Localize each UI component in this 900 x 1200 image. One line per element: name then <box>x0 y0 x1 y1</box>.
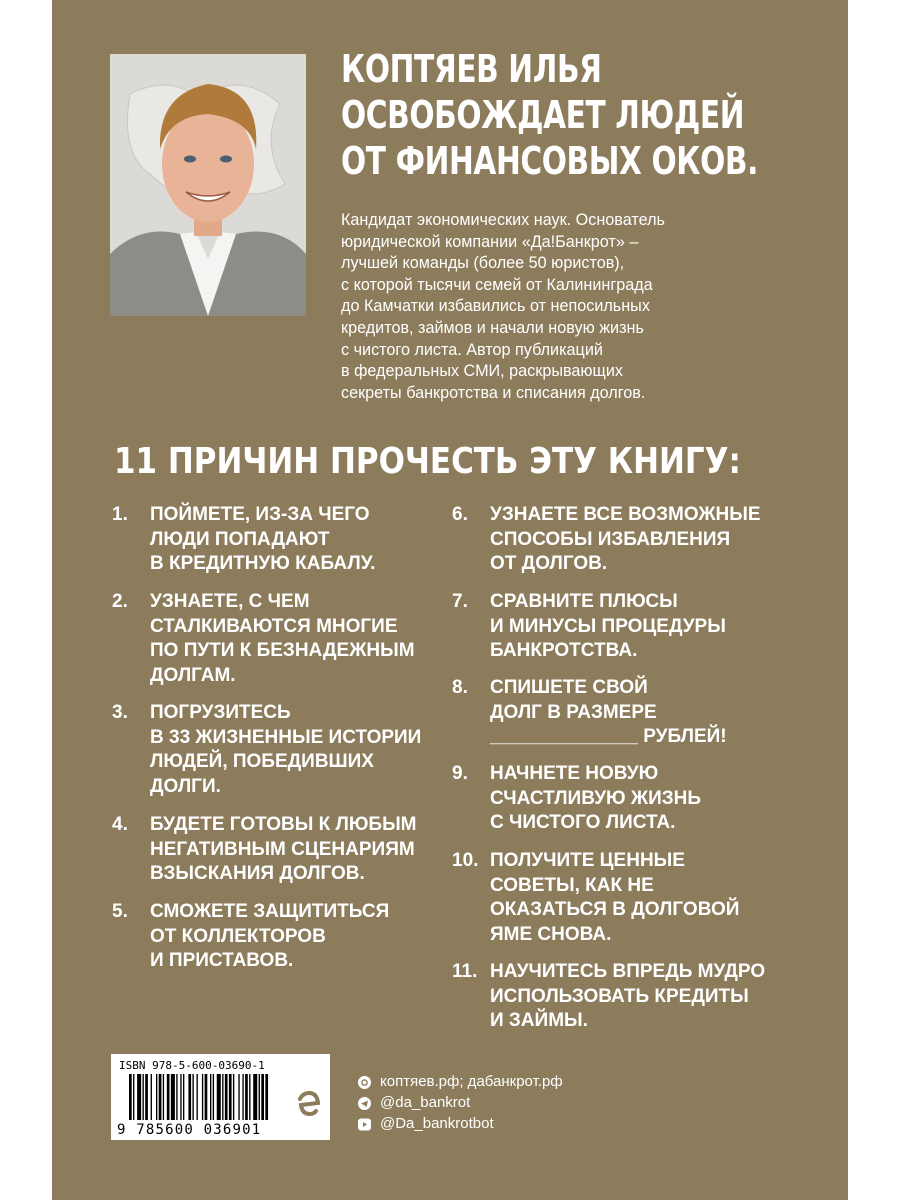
reason-number: 9. <box>452 763 468 784</box>
reason-text: СРАВНИТЕ ПЛЮСЫ И МИНУСЫ ПРОЦЕДУРЫ БАНКРОТСТВА. <box>490 591 726 661</box>
reason-number: 1. <box>112 504 128 525</box>
reason-text: НАЧНЕТЕ НОВУЮ СЧАСТЛИВУЮ ЖИЗНЬ С ЧИСТОГО ЛИСТА. <box>490 763 702 833</box>
reason-text: СМОЖЕТЕ ЗАЩИТИТЬСЯ ОТ КОЛЛЕКТОРОВ И ПРИСТАВОВ. <box>150 901 390 971</box>
reasons-heading: 11 ПРИЧИН ПРОЧЕСТЬ ЭТУ КНИГУ: <box>114 441 741 482</box>
bio-line: юридической компании «Да!Банкрот» – <box>341 232 639 251</box>
bio-line: до Камчатки избавились от непосильных <box>341 297 650 316</box>
reason-number: 4. <box>112 814 128 835</box>
reason-number: 10. <box>452 850 479 871</box>
reason-number: 3. <box>112 702 128 723</box>
reason-text: НАУЧИТЕСЬ ВПРЕДЬ МУДРО ИСПОЛЬЗОВАТЬ КРЕДИТЫ И ЗАЙМЫ. <box>490 961 766 1031</box>
reason-number: 11. <box>452 961 478 982</box>
reason-text: ПОГРУЗИТЕСЬ В 33 ЖИЗНЕННЫЕ ИСТОРИИ ЛЮДЕЙ, ПОБЕДИВШИХ ДОЛГИ. <box>150 702 422 797</box>
reason-number: 8. <box>452 677 468 698</box>
bot-text: @Da_bankrotbot <box>380 1115 494 1132</box>
reason-text: ПОЛУЧИТЕ ЦЕННЫЕ СОВЕТЫ, КАК НЕ ОКАЗАТЬСЯ В ДОЛГОВОЙ ЯМЕ СНОВА. <box>490 850 740 945</box>
bio-line: Кандидат экономических наук. Основатель <box>341 211 665 229</box>
website-text: коптяев.рф; дабанкрот.рф <box>380 1073 563 1090</box>
reason-text: УЗНАЕТЕ ВСЕ ВОЗМОЖНЫЕ СПОСОБЫ ИЗБАВЛЕНИЯ ОТ ДОЛГОВ. <box>490 504 761 574</box>
telegram-icon <box>358 1097 371 1110</box>
bio-line: кредитов, займов и начали новую жизнь <box>341 318 644 337</box>
barcode-digits: 9 785600 036901 <box>117 1122 262 1138</box>
reason-number: 6. <box>452 504 468 525</box>
headline-line: ОТ ФИНАНСОВЫХ ОКОВ. <box>341 139 758 183</box>
reason-text: ПОЙМЕТЕ, ИЗ-ЗА ЧЕГО ЛЮДИ ПОПАДАЮТ В КРЕДИТНУЮ КАБАЛУ. <box>150 504 376 574</box>
author-photo <box>110 54 306 316</box>
isbn-label: ISBN 978-5-600-03690-1 <box>119 1059 265 1072</box>
web-icon <box>358 1076 371 1089</box>
reason-number: 2. <box>112 591 128 612</box>
author-headline <box>341 46 758 184</box>
bio-line: с которой тысячи семей от Калининграда <box>341 275 653 294</box>
reason-text: УЗНАЕТЕ, С ЧЕМ СТАЛКИВАЮТСЯ МНОГИЕ ПО ПУТИ К БЕЗНАДЕЖНЫМ ДОЛГАМ. <box>150 591 415 686</box>
reason-text: БУДЕТЕ ГОТОВЫ К ЛЮБЫМ НЕГАТИВНЫМ СЦЕНАРИЯМ ВЗЫСКАНИЯ ДОЛГОВ. <box>150 814 417 884</box>
bio-line: лучшей команды (более 50 юристов), <box>341 254 625 273</box>
publisher-logo-icon <box>287 1083 329 1125</box>
headline-line: ОСВОБОЖДАЕТ ЛЮДЕЙ <box>341 93 745 137</box>
bio-line: с чистого листа. Автор публикаций <box>341 340 603 359</box>
headline-line: КОПТЯЕВ ИЛЬЯ <box>341 47 602 91</box>
bio-line: секреты банкротства и списания долгов. <box>341 383 646 402</box>
chat-bot-icon <box>358 1118 371 1131</box>
author-bio <box>341 210 781 404</box>
bio-line: в федеральных СМИ, раскрывающих <box>341 362 624 381</box>
reason-text: СПИШЕТЕ СВОЙ ДОЛГ В РАЗМЕРЕ ______________ РУБЛЕЙ! <box>490 677 727 747</box>
telegram-text: @da_bankrot <box>380 1094 471 1111</box>
reason-number: 7. <box>452 591 468 612</box>
reason-number: 5. <box>112 901 128 922</box>
book-back-cover <box>52 0 848 1200</box>
